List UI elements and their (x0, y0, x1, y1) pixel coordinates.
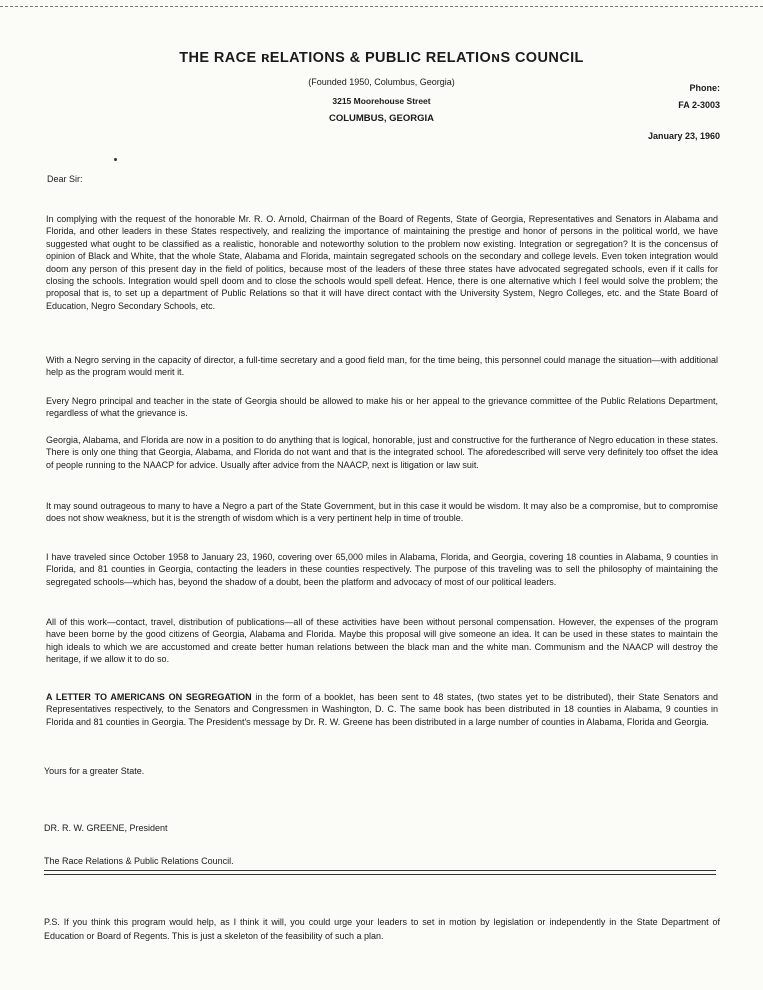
phone-number: FA 2-3003 (678, 100, 720, 110)
phone-label: Phone: (689, 83, 720, 93)
council-name: The Race Relations & Public Relations Council. (44, 856, 234, 866)
paragraph-4: Georgia, Alabama, and Florida are now in a position to do anything that is logical, honorable, just and constructive for the furtherance of Negro education in these states. There is only one thing that Georgia, Alabama, and Florida do not want and that is the integrated school. The aforedescribed will serve very definitely too offset the idea of people running to the NAACP for advice. Usually after advice from the NAACP, next is litigation or law suit. (46, 435, 718, 470)
paragraph-6: I have traveled since October 1958 to January 23, 1960, covering over 65,000 miles in Alabama, Florida, and Georgia, covering 18 counties in Alabama, 9 counties in Florida, and 81 counties in Georgia, contacting the leaders in these counties respectively. The purpose of this traveling was to sell the philosophy of maintaining the segregated schools—which has, beyond the shadow of a doubt, been the platform and advocacy of most of our political leaders. (46, 552, 718, 587)
divider-line-2 (44, 874, 716, 875)
city-line: COLUMBUS, GEORGIA (328, 113, 435, 124)
salutation: Dear Sir: (47, 174, 83, 184)
letter-date: January 23, 1960 (647, 131, 720, 141)
postscript: P.S. If you think this program would help, as I think it will, you could urge your leaders to set in motion by legislation or independently in the State Department of Education or Board of Regents. This is just a skeleton of the feasibility of such a plan. (44, 917, 720, 941)
founded-line: (Founded 1950, Columbus, Georgia) (308, 77, 455, 87)
paragraph-8-text: in the form of a booklet, has been sent to 48 states, (two states yet to be distributed), their State Senators and Representatives respectively, to the Senators and Congressmen in Washington, D. C. The same book has been distributed in 18 counties in Alabama, 9 counties in Florida and 81 counties in Georgia. The President's message by Dr. R. W. Greene has been distributed in a large number of counties in Alabama, Florida and Georgia. (46, 692, 718, 727)
paragraph-2: With a Negro serving in the capacity of director, a full-time secretary and a good field man, for the time being, this personnel could manage the situation—with additional help as the program would merit it. (46, 355, 718, 378)
divider-line (44, 870, 716, 871)
paragraph-3: Every Negro principal and teacher in the state of Georgia should be allowed to make his or her appeal to the grievance committee of the Public Relations Department, regardless of what the grievance is. (46, 396, 718, 419)
ink-dot (114, 158, 117, 161)
organization-name: THE RACE ʀELATIONS & PUBLIC RELATIOɴS COUNCIL (179, 50, 584, 66)
phone-block (620, 80, 720, 114)
paragraph-7: All of this work—contact, travel, distribution of publications—all of these activities have been without personal compensation. However, the expenses of the program have been borne by the good citizens of Georgia, Alabama and Florida. Maybe this proposal will give someone an idea. It can be used in these states to maintain the high ideals to which we are accustomed and create better human relations between the black man and the white man. Communism and the NAACP will destroy the heritage, if we allow it to do so. (46, 617, 718, 665)
top-border-line (0, 6, 763, 7)
paragraph-1: In complying with the request of the honorable Mr. R. O. Arnold, Chairman of the Board of Regents, State of Georgia, Representatives and Senators in Alabama and Florida, and other leaders in these States respectively, and realizing the importance of maintaining the prestige and honor of persons in the political world, we have suggested what ought to be classified as a realistic, honorable and noteworthy solution to the problem now existing. Integration or segregation? It is the concensus of opinion of Black and White, that the whole State, Alabama and Florida, maintain segregated schools on the secondary and college levels. Even token integration would doom any person of this present day in the field of politics, because most of the leaders of these three states have advocated segregated schools, even if it calls for closing the schools. Integration would spell doom and to close the schools would spell defeat. Hence, there is one alternative which I feel would solve the problem; the proposal that is, to set up a department of Public Relations so that it will have direct contact with the University System, Negro Colleges, etc. and the State Board of Education, Negro Secondary Schools, etc. (46, 214, 718, 311)
booklet-title: A LETTER TO AMERICANS ON SEGREGATION (46, 692, 252, 702)
street-address: 3215 Moorehouse Street (332, 96, 431, 106)
signature: DR. R. W. GREENE, President (44, 823, 168, 833)
paragraph-8 (46, 691, 718, 728)
closing: Yours for a greater State. (44, 766, 145, 776)
paragraph-5: It may sound outrageous to many to have a Negro a part of the State Government, but in this case it would be wisdom. It may also be a compromise, but to compromise does not show weakness, but it is the strength of wisdom which is a very pertinent help in time of trouble. (46, 501, 718, 524)
